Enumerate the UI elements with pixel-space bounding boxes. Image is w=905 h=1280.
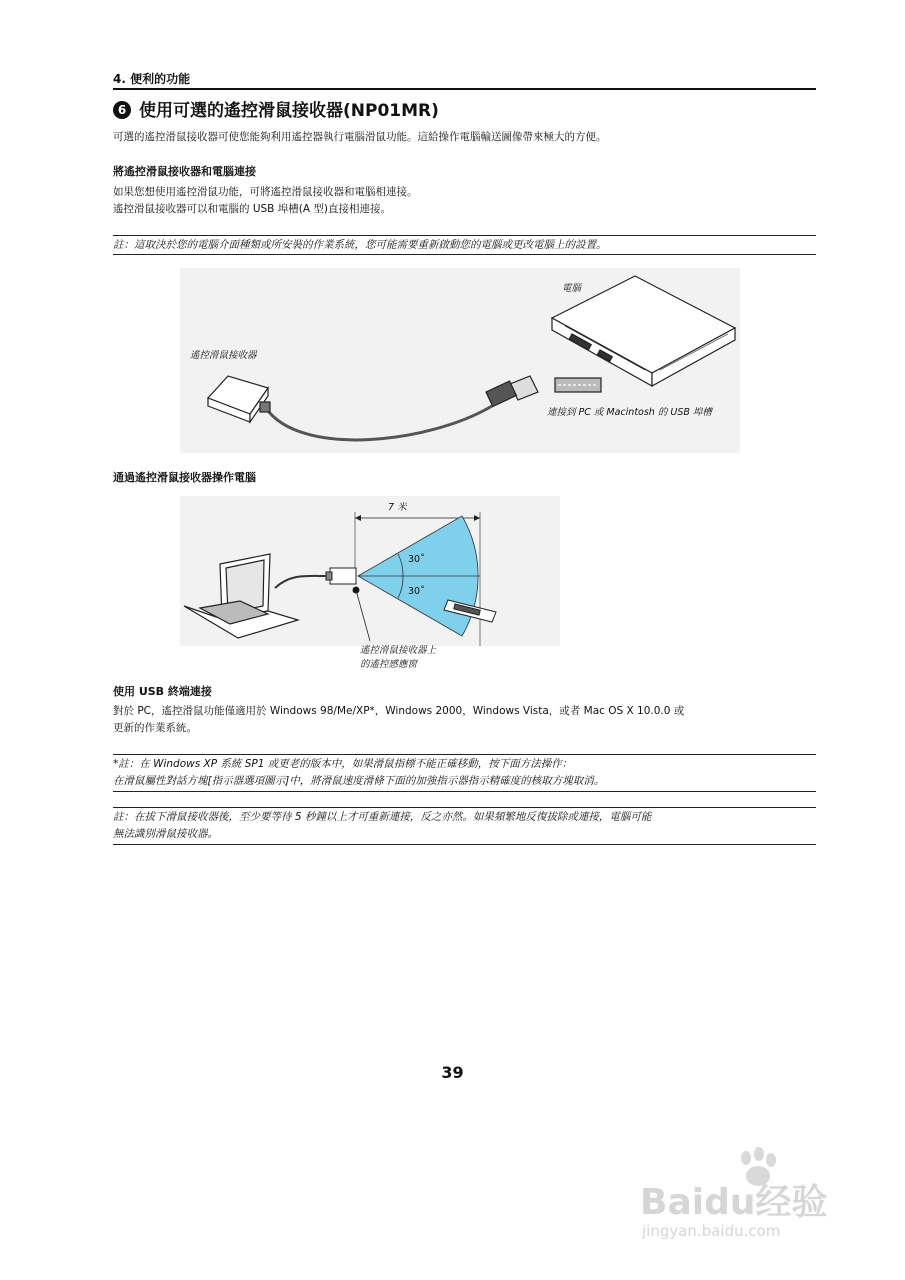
section-intro: 可選的遙控滑鼠接收器可使您能夠利用遙控器執行電腦滑鼠功能。這給操作電腦輸送圖像帶來極大的方便。 xyxy=(113,131,607,143)
figure-range xyxy=(180,496,560,661)
note-restart xyxy=(113,235,816,255)
receiver-label: 遙控滑鼠接收器 xyxy=(190,350,257,361)
connect-line-2: 遙控滑鼠接收器可以和電腦的 USB 埠槽(A 型)直接相連接。 xyxy=(113,203,391,215)
angle-bottom-label: 30˚ xyxy=(408,586,425,597)
header-rule xyxy=(113,88,816,90)
computer-label: 電腦 xyxy=(562,283,582,294)
usb-port-label: 連接到 PC 或 Macintosh 的 USB 埠槽 xyxy=(547,407,712,418)
usb-line-2: 更新的作業系統。 xyxy=(113,722,197,734)
sensor-label-line-1: 遙控滑鼠接收器上 xyxy=(360,645,437,656)
watermark-brand: Baidu经验 xyxy=(640,1182,828,1223)
distance-label: 7 米 xyxy=(388,502,407,513)
operate-heading: 通過遙控滑鼠接收器操作電腦 xyxy=(113,471,256,484)
chapter-header: 4. 便利的功能 xyxy=(113,72,191,86)
note-reconnect-line-1: 註：在拔下滑鼠接收器後，至少要等待 5 秒鐘以上才可重新連接，反之亦然。如果頻繁地反復拔除或連接，電腦可能 xyxy=(113,811,652,823)
section-number-badge: 6 xyxy=(113,101,131,119)
note-restart-text: 註：這取決於您的電腦介面種類或所安裝的作業系統，您可能需要重新啟動您的電腦或更改電腦上的設置。 xyxy=(113,239,607,251)
watermark-url: jingyan.baidu.com xyxy=(642,1222,781,1240)
section-title-text: 使用可選的遙控滑鼠接收器(NP01MR) xyxy=(139,101,439,121)
page-number: 39 xyxy=(441,1063,464,1082)
figure-connection xyxy=(180,268,740,453)
note-windows-xp-line-1: *註：在 Windows XP 系統 SP1 或更老的版本中，如果滑鼠指標不能正確移動，按下面方法操作： xyxy=(113,758,573,770)
note-windows-xp xyxy=(113,754,816,792)
baidu-watermark xyxy=(640,1148,850,1248)
note-reconnect xyxy=(113,807,816,845)
usb-line-1: 對於 PC，遙控滑鼠功能僅適用於 Windows 98/Me/XP*，Windows 2000，Windows Vista，或者 Mac OS X 10.0.0 或 xyxy=(113,705,685,717)
note-reconnect-line-2: 無法識別滑鼠接收器。 xyxy=(113,828,218,840)
sensor-label-line-2: 的遙控感應窗 xyxy=(360,659,418,670)
connect-heading: 將遙控滑鼠接收器和電腦連接 xyxy=(113,165,256,178)
note-windows-xp-line-2: 在滑鼠屬性對話方塊[指示器選項圖示]中，將滑鼠速度滑條下面的加強指示器指示精確度的核取方塊取消。 xyxy=(113,775,605,787)
section-title xyxy=(113,96,439,121)
connect-line-1: 如果您想使用遙控滑鼠功能，可將遙控滑鼠接收器和電腦相連接。 xyxy=(113,186,418,198)
angle-top-label: 30˚ xyxy=(408,554,425,565)
usb-heading: 使用 USB 終端連接 xyxy=(113,685,212,698)
